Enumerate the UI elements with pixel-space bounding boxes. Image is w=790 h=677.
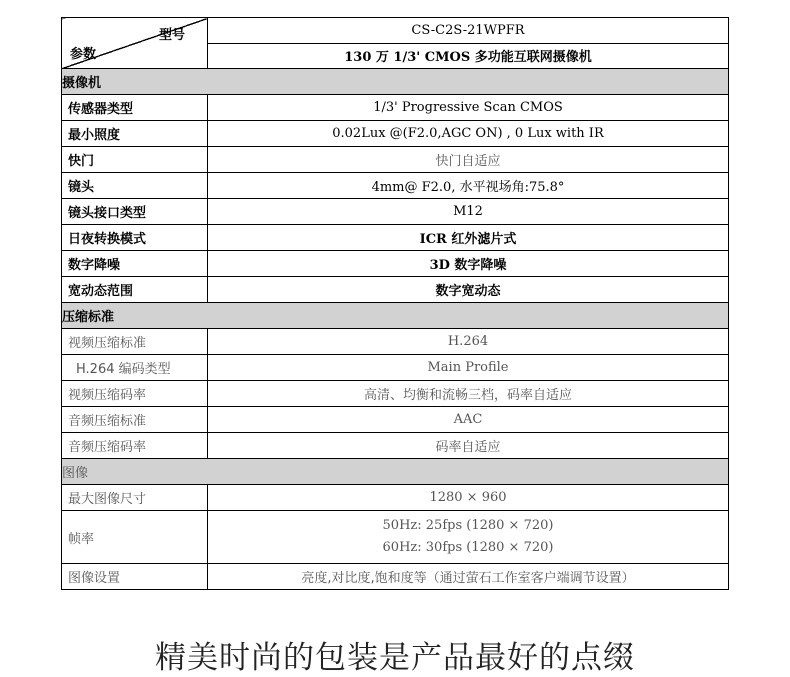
description-value: 130 万 1/3' CMOS 多功能互联网摄像机 — [208, 43, 729, 69]
param-label: 参数 — [70, 47, 97, 62]
tagline-heading: 精美时尚的包装是产品最好的点缀 — [155, 640, 635, 676]
row-label: 最大图像尺寸 — [62, 485, 208, 511]
row-label: 宽动态范围 — [62, 277, 208, 303]
table-row — [62, 147, 729, 173]
row-value: 快门自适应 — [208, 147, 729, 173]
row-value: Main Profile — [208, 355, 729, 381]
model-value: CS-C2S-21WPFR — [208, 18, 729, 44]
table-row — [62, 121, 729, 147]
table-row — [62, 173, 729, 199]
section-compression-title: 压缩标准 — [62, 303, 729, 329]
section-image-title: 图像 — [62, 459, 729, 485]
table-row — [62, 277, 729, 303]
row-value: 4mm@ F2.0, 水平视场角:75.8° — [208, 173, 729, 199]
row-label: 镜头接口类型 — [62, 199, 208, 225]
row-value: 码率自适应 — [208, 433, 729, 459]
table-row — [62, 564, 729, 590]
row-label: 数字降噪 — [62, 251, 208, 277]
spec-table — [61, 17, 729, 590]
row-label: H.264 编码类型 — [62, 355, 208, 381]
table-row — [62, 251, 729, 277]
frame-rate-cell — [208, 511, 729, 564]
row-label: 镜头 — [62, 173, 208, 199]
frame-rate-60hz: 60Hz: 30fps (1280 × 720) — [382, 540, 554, 555]
row-value: 3D 数字降噪 — [208, 251, 729, 277]
row-label: 音频压缩码率 — [62, 433, 208, 459]
header-row — [62, 18, 729, 44]
row-label: 日夜转换模式 — [62, 225, 208, 251]
table-row — [62, 329, 729, 355]
row-label: 快门 — [62, 147, 208, 173]
row-label: 最小照度 — [62, 121, 208, 147]
row-label: 图像设置 — [62, 564, 208, 590]
table-row — [62, 485, 729, 511]
row-label: 音频压缩标准 — [62, 407, 208, 433]
section-image — [62, 459, 729, 485]
header-diagonal-cell — [62, 18, 208, 69]
table-row — [62, 433, 729, 459]
section-camera-title: 摄像机 — [62, 69, 729, 95]
row-value: H.264 — [208, 329, 729, 355]
row-value: 数字宽动态 — [208, 277, 729, 303]
row-value: AAC — [208, 407, 729, 433]
row-value: 高清、均衡和流畅三档，码率自适应 — [208, 381, 729, 407]
row-label: 视频压缩码率 — [62, 381, 208, 407]
row-label: 视频压缩标准 — [62, 329, 208, 355]
row-value: ICR 红外滤片式 — [208, 225, 729, 251]
row-value: M12 — [208, 199, 729, 225]
table-row — [62, 95, 729, 121]
frame-rate-50hz: 50Hz: 25fps (1280 × 720) — [382, 518, 554, 533]
table-row — [62, 199, 729, 225]
row-value: 1280 × 960 — [208, 485, 729, 511]
row-label: 帧率 — [62, 511, 208, 564]
row-label: 传感器类型 — [62, 95, 208, 121]
table-row — [62, 511, 729, 564]
section-camera — [62, 69, 729, 95]
row-value: 1/3' Progressive Scan CMOS — [208, 95, 729, 121]
row-value: 0.02Lux @(F2.0,AGC ON) , 0 Lux with IR — [208, 121, 729, 147]
model-label: 型号 — [158, 28, 185, 43]
table-row — [62, 355, 729, 381]
table-row — [62, 407, 729, 433]
table-row — [62, 225, 729, 251]
table-row — [62, 381, 729, 407]
section-compression — [62, 303, 729, 329]
row-value: 亮度,对比度,饱和度等（通过萤石工作室客户端调节设置） — [208, 564, 729, 590]
